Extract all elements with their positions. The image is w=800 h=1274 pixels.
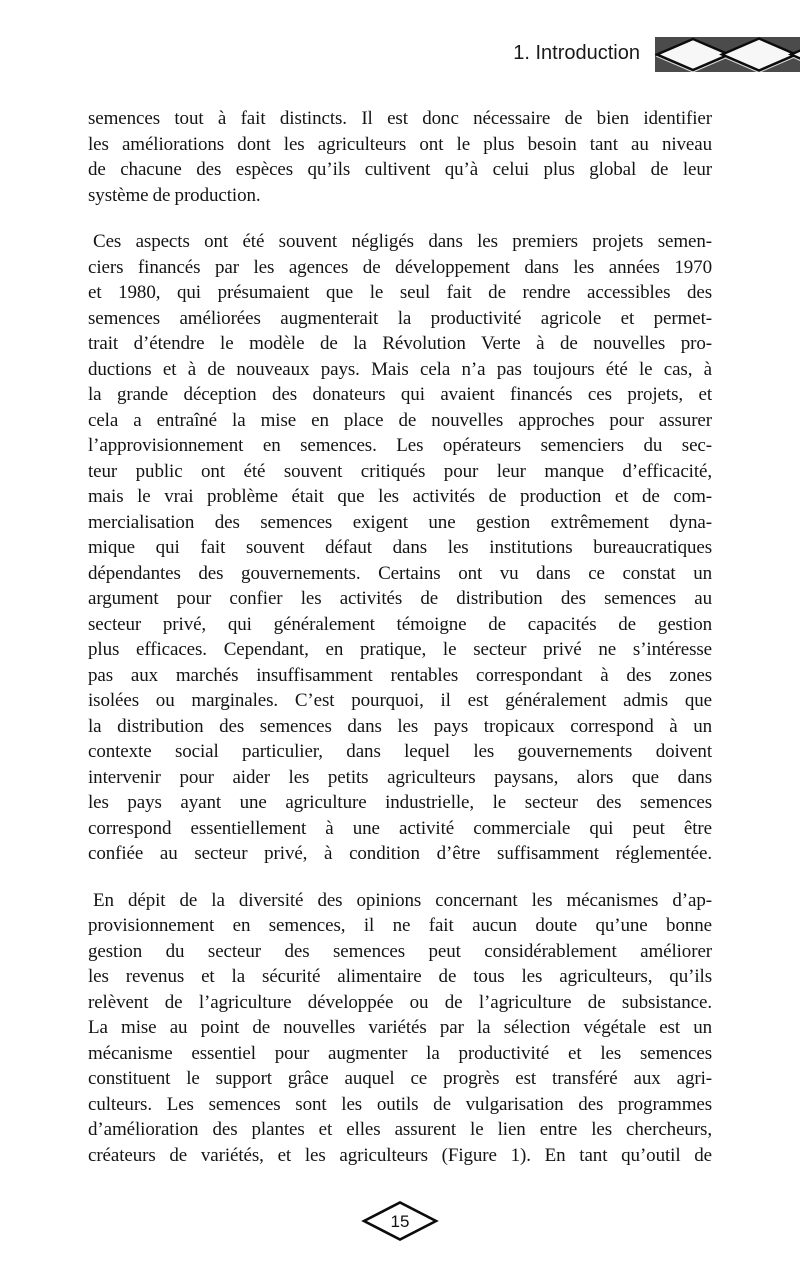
text-line: les revenus et la sécurité alimentaire de tous les agriculteurs, qu’ils bbox=[88, 966, 712, 987]
paragraph bbox=[88, 229, 712, 867]
text-line: les pays ayant une agriculture industrielle, le secteur des semences bbox=[88, 792, 712, 813]
page-number: 15 bbox=[390, 1211, 410, 1231]
text-line: intervenir pour aider les petits agriculteurs paysans, alors que dans bbox=[88, 766, 712, 788]
text-line: Ces aspects ont été souvent négligés dans les premiers projets semen- bbox=[93, 231, 712, 252]
paragraph bbox=[88, 888, 712, 1169]
text-line: confiée au secteur privé, à condition d’être suffisamment réglementée. bbox=[88, 843, 712, 864]
text-line: mécanisme essentiel pour augmenter la productivité et les semences bbox=[88, 1042, 712, 1064]
text-line: La mise au point de nouvelles variétés par la sélection végétale est un bbox=[88, 1017, 712, 1038]
text-line: créateurs de variétés, et les agriculteurs (Figure 1). En tant qu’outil de bbox=[88, 1144, 712, 1166]
text-line: secteur privé, qui généralement témoigne de capacités de gestion bbox=[88, 613, 712, 635]
page-number-ornament bbox=[360, 1199, 440, 1243]
text-line: correspond essentiellement à une activité commerciale qui peut être bbox=[88, 817, 712, 839]
text-line: ciers financés par les agences de développement dans les années 1970 bbox=[88, 256, 712, 278]
text-line: mique qui fait souvent défaut dans les institutions bureaucratiques bbox=[88, 537, 712, 558]
text-line: les améliorations dont les agriculteurs ont le plus besoin tant au niveau bbox=[88, 133, 712, 155]
text-line: constituent le support grâce auquel ce progrès est transféré aux agri- bbox=[88, 1068, 712, 1089]
text-line: culteurs. Les semences sont les outils de vulgarisation des programmes bbox=[88, 1093, 712, 1115]
text-line: argument pour confier les activités de distribution des semences au bbox=[88, 588, 712, 609]
text-line: la grande déception des donateurs qui avaient financés ces projets, et bbox=[88, 384, 712, 405]
text-line: dépendantes des gouvernements. Certains ont vu dans ce constat un bbox=[88, 562, 712, 584]
text-line: relèvent de l’agriculture développée ou de l’agriculture de subsistance. bbox=[88, 991, 712, 1013]
text-line: teur public ont été souvent critiqués pour leur manque d’efficacité, bbox=[88, 460, 712, 482]
text-line: la distribution des semences dans les pays tropicaux correspond à un bbox=[88, 715, 712, 737]
body-text bbox=[88, 106, 712, 1168]
text-line: semences améliorées augmenterait la productivité agricole et permet- bbox=[88, 307, 712, 329]
text-line: provisionnement en semences, il ne fait aucun doute qu’une bonne bbox=[88, 915, 712, 936]
text-line: mais le vrai problème était que les activités de production et de com- bbox=[88, 486, 712, 507]
text-line: de chacune des espèces qu’ils cultivent qu’à celui plus global de leur bbox=[88, 159, 712, 180]
text-line: pas aux marchés insuffisamment rentables correspondant à des zones bbox=[88, 664, 712, 686]
text-line: l’approvisionnement en semences. Les opérateurs semenciers du sec- bbox=[88, 435, 712, 456]
text-line: ductions et à de nouveaux pays. Mais cela n’a pas toujours été le cas, à bbox=[88, 358, 712, 380]
paragraph bbox=[88, 106, 712, 208]
text-line: système de production. bbox=[88, 184, 261, 206]
text-line: gestion du secteur des semences peut considérablement améliorer bbox=[88, 940, 712, 962]
diamond-ornament-band bbox=[655, 37, 800, 72]
text-line: contexte social particulier, dans lequel les gouvernements doivent bbox=[88, 741, 712, 762]
text-line: En dépit de la diversité des opinions concernant les mécanismes d’ap- bbox=[93, 889, 712, 911]
text-line: cela a entraîné la mise en place de nouvelles approches pour assurer bbox=[88, 409, 712, 431]
text-line: et 1980, qui présumaient que le seul fait de rendre accessibles des bbox=[88, 282, 712, 303]
section-heading: 1. Introduction bbox=[513, 42, 640, 64]
text-line: semences tout à fait distincts. Il est donc nécessaire de bien identifier bbox=[88, 108, 712, 129]
text-line: isolées ou marginales. C’est pourquoi, il est généralement admis que bbox=[88, 690, 712, 711]
text-line: mercialisation des semences exigent une gestion extrêmement dyna- bbox=[88, 511, 712, 533]
text-line: trait d’étendre le modèle de la Révolution Verte à de nouvelles pro- bbox=[88, 333, 712, 354]
text-line: d’amélioration des plantes et elles assurent le lien entre les chercheurs, bbox=[88, 1119, 712, 1140]
text-line: plus efficaces. Cependant, en pratique, le secteur privé ne s’intéresse bbox=[88, 639, 712, 660]
